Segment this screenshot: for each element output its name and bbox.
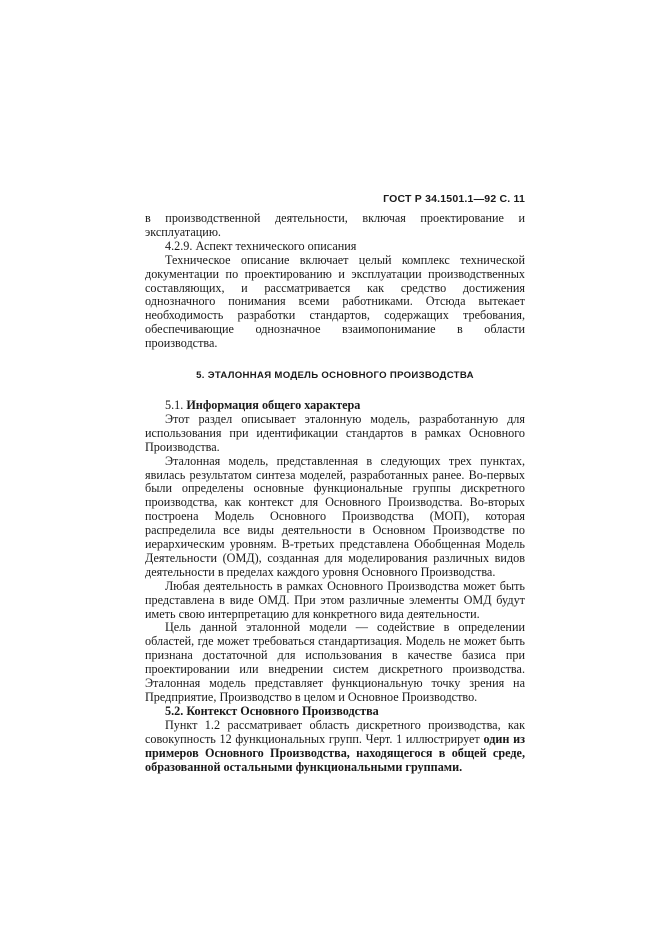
paragraph: Цель данной эталонной модели — содействие в определении областей, где может требоваться стандартизация. Модель не может быть признана достаточной для использования в качестве базиса при проектировании или внедрении систем дискретного производства. Эталонная модель представляет функциональную точку зрения на Предприятие, Производство в целом и Основное Производство. xyxy=(145,620,525,704)
subsection-number: 4.2.9. xyxy=(165,238,193,253)
paragraph-normal-text: Пункт 1.2 рассматривает область дискретного производства, как совокупность 12 функциональных групп. Черт. 1 иллюстрирует xyxy=(145,717,525,746)
section-5-title: 5. ЭТАЛОННАЯ МОДЕЛЬ ОСНОВНОГО ПРОИЗВОДСТВА xyxy=(196,370,474,382)
paragraph: Этот раздел описывает эталонную модель, разработанную для использования при идентификации стандартов в рамках Основного Производства. xyxy=(145,411,525,454)
running-header: ГОСТ Р 34.1501.1—92 С. 11 xyxy=(383,193,525,205)
paragraph xyxy=(145,719,525,775)
paragraph-continuation: в производственной деятельности, включая проектирование и эксплуатацию. xyxy=(145,211,525,239)
paragraph: Эталонная модель, представленная в следующих трех пунктах, явилась результатом синтеза моделей, разработанных ранее. Во-первых были определены основные функциональные группы дискретного производства, как контекст для Основного Производства. Во-вторых построена Модель Основного Производства (МОП), которая распределила все виды деятельности в Основном Производстве по иерархическим уровням. В-третьих представлена Обобщенная Модель Деятельности (ОМД), созданная для моделирования различных видов деятельности в пределах каждого уровня Основного Производства. xyxy=(145,453,525,579)
subsection-number: 5.1. xyxy=(165,397,184,412)
subsection-title: Аспект технического описания xyxy=(195,238,357,253)
paragraph: Любая деятельность в рамках Основного Производства может быть представлена в виде ОМД. При этом различные элементы ОМД будут иметь свою интерпретацию для конкретного вида деятельности. xyxy=(145,578,525,621)
subsection-title: Контекст Основного Производства xyxy=(186,703,379,718)
paragraph: Техническое описание включает целый комплекс технической документации по проектированию и эксплуатации производственных составляющих, и рассматривается как средство достижения однозначного понимания всеми работниками. Отсюда вытекает необходимость разработки стандартов, содержащих требования, обеспечивающие однозначное взаимопонимание в области производства. xyxy=(145,252,525,351)
subsection-5-1-heading xyxy=(145,399,525,413)
paragraph-bold-text: один из примеров Основного Производства, находящегося в общей среде, образованной остальными функциональными группами. xyxy=(145,731,526,774)
subsection-4-2-9-heading xyxy=(145,240,525,254)
subsection-number: 5.2. xyxy=(165,703,184,718)
page-body xyxy=(145,212,525,774)
subsection-title: Информация общего характера xyxy=(186,397,361,412)
subsection-5-2-heading xyxy=(145,705,525,719)
